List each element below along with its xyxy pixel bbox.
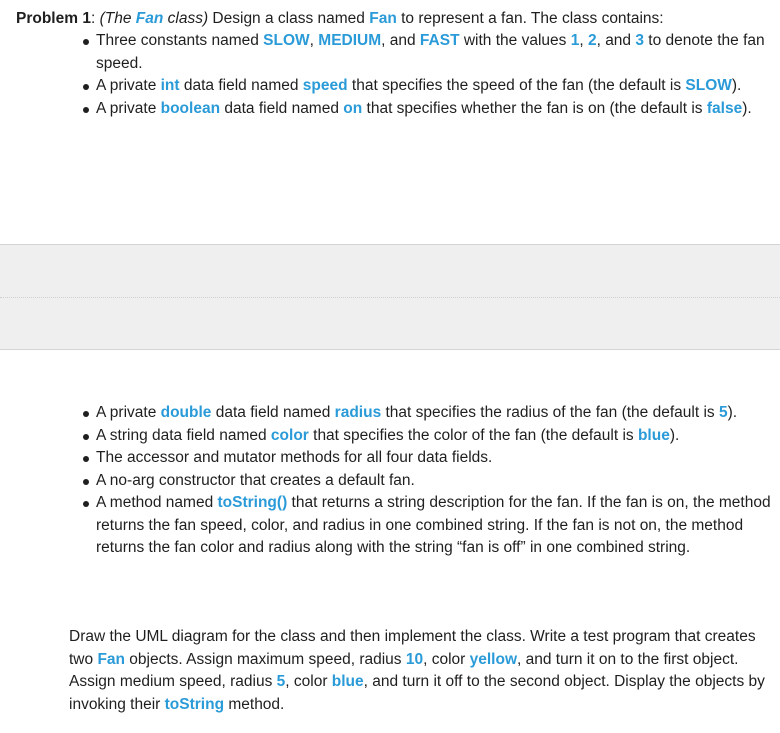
title-suffix: class)	[163, 10, 209, 27]
keyword: 5	[276, 673, 286, 690]
keyword: toString	[164, 695, 225, 713]
problem-heading: Problem 1	[16, 10, 91, 27]
list-item	[16, 30, 780, 75]
text-run: that specifies whether the fan is on (the default is	[362, 99, 707, 117]
problem-intro: Problem 1: (The Fan class) Design a class named Fan to represent a fan. The class contains:	[16, 10, 664, 27]
list-item	[16, 447, 780, 470]
title-class: Fan	[135, 10, 164, 27]
text-run: data field named	[179, 77, 303, 94]
list-item	[16, 470, 780, 493]
text-run: ).	[731, 77, 742, 94]
keyword: Fan	[369, 10, 397, 27]
keyword: toString()	[217, 494, 288, 511]
keyword: boolean	[160, 99, 221, 117]
keyword: MEDIUM	[318, 32, 382, 49]
text-run: ).	[669, 426, 680, 444]
text-run: data field named	[211, 404, 335, 421]
text-run: A method named	[96, 494, 218, 511]
keyword: SLOW	[263, 32, 310, 49]
text-run: Design a class named	[208, 10, 370, 27]
keyword: false	[706, 99, 743, 117]
keyword: 5	[718, 404, 728, 421]
keyword: 2	[587, 32, 597, 49]
keyword: radius	[334, 404, 382, 421]
text-run: with the values	[459, 32, 571, 49]
text-run: A private	[96, 404, 161, 421]
keyword: speed	[302, 77, 348, 94]
text-run: , and	[596, 32, 636, 49]
keyword: double	[160, 404, 212, 421]
keyword: 1	[570, 32, 580, 49]
text-run: that specifies the speed of the fan (the default is	[347, 77, 686, 94]
keyword: color	[270, 426, 309, 444]
keyword: yellow	[469, 650, 518, 668]
keyword: SLOW	[685, 77, 732, 94]
text-run: that specifies the color of the fan (the default is	[308, 426, 638, 444]
text-run: ).	[727, 404, 738, 421]
text-run: method.	[224, 695, 285, 713]
keyword: blue	[637, 426, 670, 444]
text-run: A no-arg constructor that creates a default fan.	[96, 471, 415, 489]
task-paragraph	[69, 626, 769, 716]
page-break-band	[0, 244, 780, 350]
text-run: ,	[579, 32, 588, 49]
keyword: 3	[635, 32, 644, 49]
keyword: FAST	[419, 32, 460, 49]
list-item	[16, 98, 780, 121]
keyword: 10	[405, 650, 424, 668]
text-run: The accessor and mutator methods for all four data fields.	[96, 449, 493, 466]
list-item	[16, 75, 780, 98]
keyword: on	[343, 99, 363, 117]
text-run: ,	[309, 32, 319, 49]
text-run: A private	[96, 77, 161, 94]
keyword: int	[160, 77, 180, 94]
text-run: that specifies the radius of the fan (the default is	[381, 404, 719, 421]
text-run: , and turn it on to the first object. Assign medium speed, radius	[69, 650, 739, 690]
text-run: data field named	[220, 99, 344, 117]
keyword: Fan	[97, 650, 125, 668]
dotted-divider	[0, 297, 780, 298]
spec-list-part1	[16, 30, 780, 120]
list-item	[16, 402, 780, 425]
text-run: to denote the fan speed.	[96, 32, 765, 72]
text-run: , and	[381, 32, 420, 49]
text-run: Draw the UML diagram for the class and then implement the class. Write a test program that creates two	[69, 628, 756, 668]
keyword: blue	[331, 673, 364, 690]
text-run: to represent a fan. The class contains:	[396, 10, 664, 27]
spec-list-part2	[16, 402, 780, 560]
list-item	[16, 492, 780, 560]
list-item	[16, 425, 780, 448]
text-run: ).	[742, 99, 752, 117]
text-run: objects. Assign maximum speed, radius	[125, 650, 406, 668]
text-run: A private	[96, 99, 161, 117]
text-run: that returns a string description for the fan. If the fan is on, the method returns the fan speed, color, and radius in one combined string. If the fan is not on, the method returns the fan color and radius along with the string “fan is off” in one combined string.	[96, 494, 771, 556]
text-run: Three constants named	[96, 32, 264, 49]
text-run: , color	[285, 673, 332, 690]
text-run: A string data field named	[96, 426, 271, 444]
text-run: , and turn it off to the second object. Display the objects by invoking their	[69, 673, 765, 713]
title-prefix: (The	[99, 10, 136, 27]
text-run: , color	[423, 650, 470, 668]
